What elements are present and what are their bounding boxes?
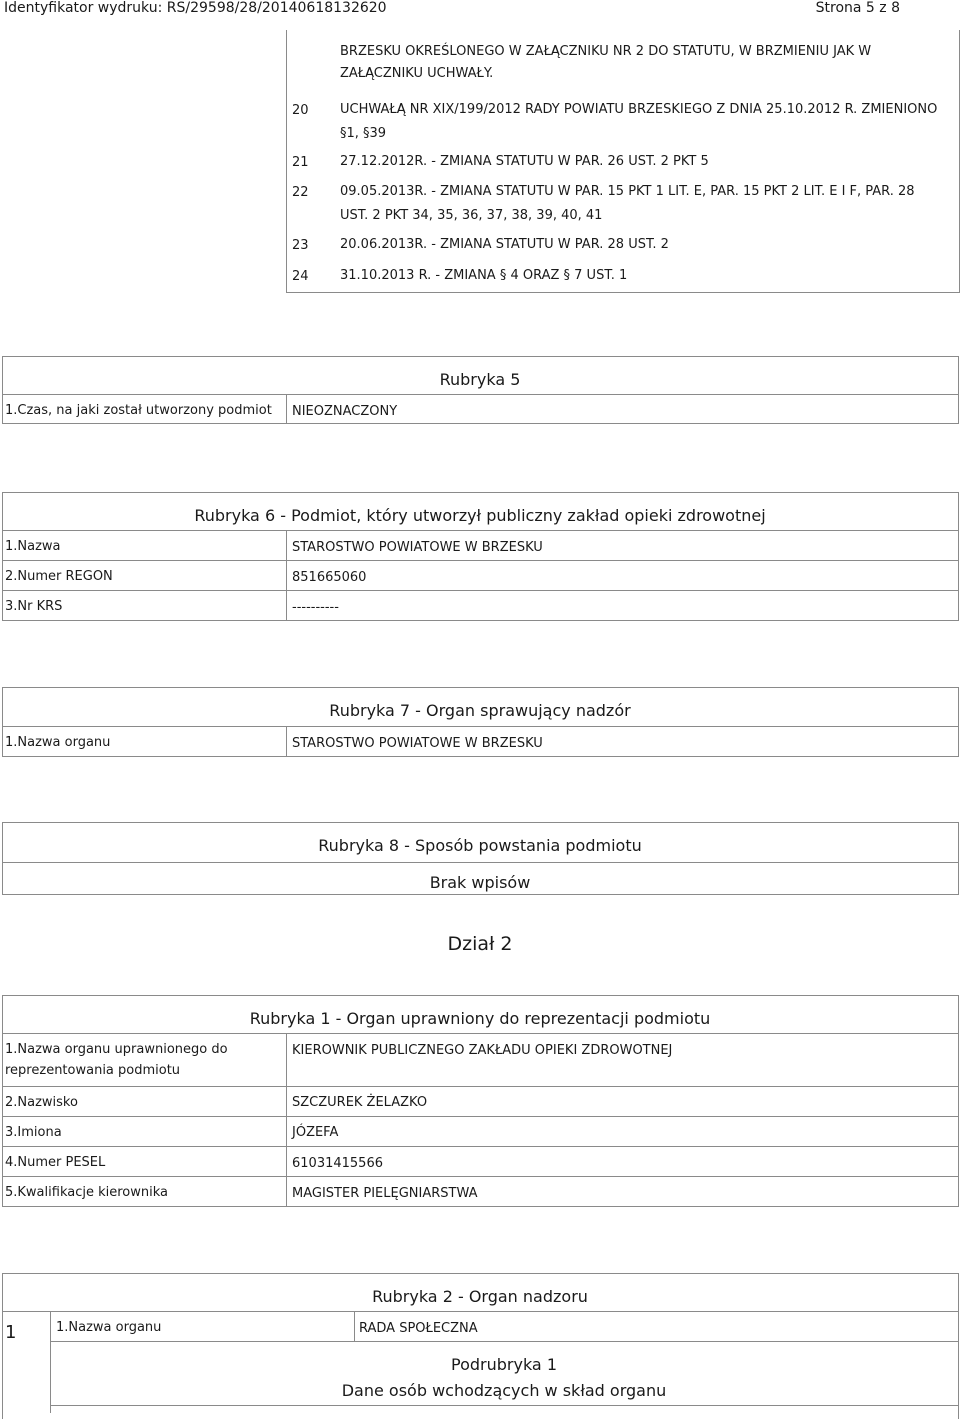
- divider: [50, 1341, 958, 1342]
- subsection-subtitle: Dane osób wchodzących w skład organu: [341, 1381, 667, 1400]
- divider: [286, 394, 287, 423]
- field-value: MAGISTER PIELĘGNIARSTWA: [292, 1186, 478, 1201]
- field-label: 1.Czas, na jaki został utworzony podmiot: [5, 403, 272, 418]
- field-value: NIEOZNACZONY: [292, 404, 398, 419]
- amendment-number: 23: [292, 238, 309, 253]
- field-label: 1.Nazwa organu uprawnionego do: [5, 1042, 228, 1057]
- field-label: 1.Nazwa: [5, 539, 61, 554]
- divider: [2, 726, 958, 727]
- amendment-number: 22: [292, 185, 309, 200]
- field-label: 3.Imiona: [5, 1125, 62, 1140]
- field-label: 2.Nazwisko: [5, 1095, 78, 1110]
- divider: [50, 1405, 958, 1406]
- divider: [2, 1033, 958, 1034]
- field-value: JÓZEFA: [292, 1125, 339, 1140]
- divider: [354, 1311, 355, 1341]
- divider: [2, 862, 958, 863]
- divider: [2, 1311, 958, 1312]
- field-value: SZCZUREK ŻELAZKO: [292, 1095, 428, 1110]
- divider: [2, 1176, 958, 1177]
- field-label: 3.Nr KRS: [5, 599, 63, 614]
- divider: [2, 560, 958, 561]
- divider: [286, 726, 287, 756]
- field-value: STAROSTWO POWIATOWE W BRZESKU: [292, 736, 543, 751]
- field-label: 1.Nazwa organu: [56, 1320, 162, 1335]
- page-number: Strona 5 z 8: [815, 0, 900, 16]
- rubryka-7-title: Rubryka 7 - Organ sprawujący nadzór: [329, 701, 631, 720]
- field-value: KIEROWNIK PUBLICZNEGO ZAKŁADU OPIEKI ZDROWOTNEJ: [292, 1043, 673, 1058]
- empty-entries-text: Brak wpisów: [429, 873, 531, 892]
- amendment-number: 24: [292, 269, 309, 284]
- field-label: 2.Numer REGON: [5, 569, 113, 584]
- amendment-number: 20: [292, 103, 309, 118]
- amendment-line: ZAŁĄCZNIKU UCHWAŁY.: [340, 66, 494, 81]
- field-value: ----------: [292, 600, 339, 615]
- divider: [2, 530, 958, 531]
- field-label: 5.Kwalifikacje kierownika: [5, 1185, 168, 1200]
- divider: [286, 530, 287, 620]
- amendment-line: BRZESKU OKREŚLONEGO W ZAŁĄCZNIKU NR 2 DO STATUTU, W BRZMIENIU JAK W: [340, 44, 872, 59]
- field-value: 61031415566: [292, 1156, 383, 1171]
- subsection-title: Podrubryka 1: [451, 1355, 557, 1374]
- section-title: Dział 2: [447, 933, 513, 955]
- dzial2-rubryka-2-title: Rubryka 2 - Organ nadzoru: [372, 1287, 588, 1306]
- amendment-line: 27.12.2012R. - ZMIANA STATUTU W PAR. 26 UST. 2 PKT 5: [340, 154, 709, 169]
- field-value: RADA SPOŁECZNA: [359, 1321, 478, 1336]
- rubryka-8-title: Rubryka 8 - Sposób powstania podmiotu: [318, 836, 642, 855]
- divider: [2, 1146, 958, 1147]
- divider: [286, 1033, 287, 1206]
- amendment-line: UST. 2 PKT 34, 35, 36, 37, 38, 39, 40, 41: [340, 208, 603, 223]
- divider: [2, 1086, 958, 1087]
- divider: [2, 394, 958, 395]
- divider: [2, 590, 958, 591]
- divider: [2, 1116, 958, 1117]
- dzial2-rubryka-1-title: Rubryka 1 - Organ uprawniony do reprezentacji podmiotu: [249, 1009, 711, 1028]
- amendment-line: 09.05.2013R. - ZMIANA STATUTU W PAR. 15 PKT 1 LIT. E, PAR. 15 PKT 2 LIT. E I F, PAR. 28: [340, 184, 915, 199]
- entry-number: 1: [5, 1322, 17, 1343]
- amendment-number: 21: [292, 155, 309, 170]
- amendment-line: UCHWAŁĄ NR XIX/199/2012 RADY POWIATU BRZESKIEGO Z DNIA 25.10.2012 R. ZMIENIONO: [340, 102, 938, 117]
- field-value: 851665060: [292, 570, 367, 585]
- print-identifier: Identyfikator wydruku: RS/29598/28/20140618132620: [4, 0, 387, 16]
- field-label: reprezentowania podmiotu: [5, 1063, 181, 1078]
- amendment-line: §1, §39: [340, 126, 387, 141]
- rubryka-6-title: Rubryka 6 - Podmiot, który utworzył publiczny zakład opieki zdrowotnej: [194, 506, 766, 525]
- amendment-line: 20.06.2013R. - ZMIANA STATUTU W PAR. 28 UST. 2: [340, 237, 669, 252]
- amendment-line: 31.10.2013 R. - ZMIANA § 4 ORAZ § 7 UST. 1: [340, 268, 628, 283]
- field-label: 4.Numer PESEL: [5, 1155, 106, 1170]
- rubryka-5-title: Rubryka 5: [439, 370, 521, 389]
- field-label: 1.Nazwa organu: [5, 735, 111, 750]
- field-value: STAROSTWO POWIATOWE W BRZESKU: [292, 540, 543, 555]
